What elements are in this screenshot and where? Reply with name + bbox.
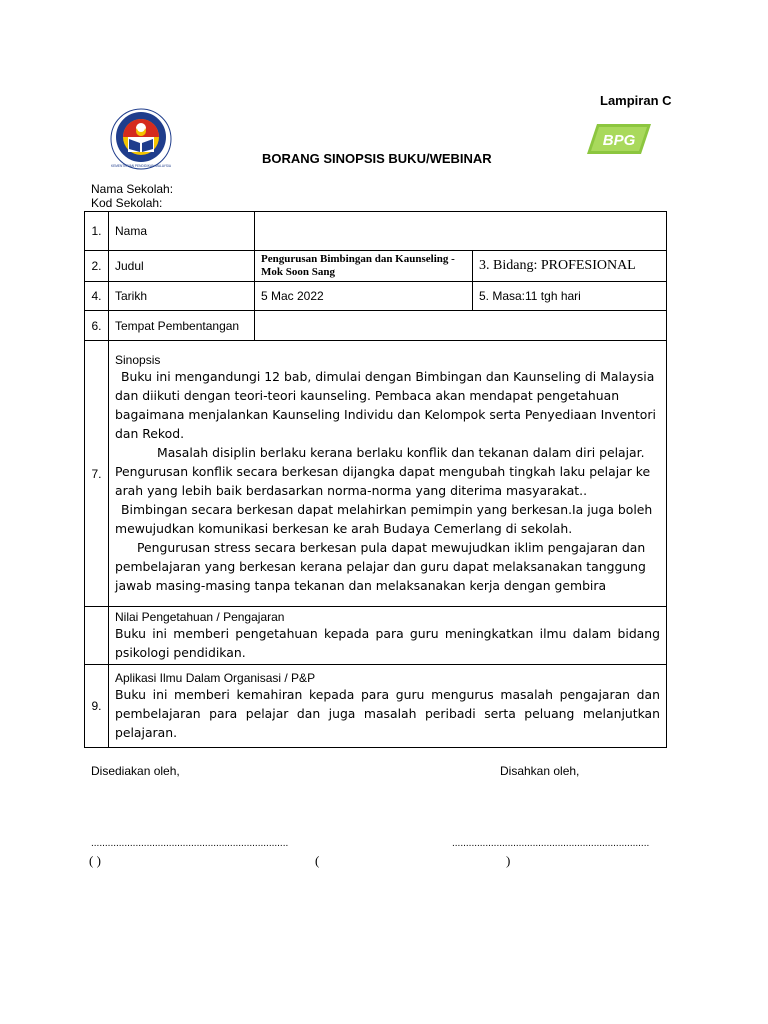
table-row-nama	[85, 212, 667, 251]
name-bracket-open: (	[315, 853, 320, 868]
kpm-logo	[110, 108, 172, 170]
aplikasi-text: Buku ini memberi kemahiran kepada para guru mengurus masalah pengajaran dan pembelajaran para pelajar dan juga masalah peribadi serta peluang melanjutkan pelajaran.	[115, 686, 660, 740]
judul-label: Judul	[109, 251, 255, 282]
synopsis-form-table	[84, 211, 667, 748]
sinopsis-cell	[109, 341, 667, 607]
disahkan-label: Disahkan oleh,	[500, 764, 580, 778]
judul-value: Pengurusan Bimbingan dan Kaunseling - Mok Soon Sang	[255, 251, 473, 282]
tempat-label: Tempat Pembentangan	[109, 311, 255, 341]
nilai-text: Buku ini memberi pengetahuan kepada para guru meningkatkan ilmu dalam bidang psikologi pendidikan.	[115, 625, 660, 660]
table-row-sinopsis	[85, 341, 667, 607]
sinopsis-label: Sinopsis	[115, 352, 161, 367]
table-row-nilai	[85, 607, 667, 665]
name-bracket-left: ( )	[89, 853, 101, 868]
form-title: BORANG SINOPSIS BUKU/WEBINAR	[262, 151, 492, 166]
table-row-judul	[85, 251, 667, 282]
disediakan-label: Disediakan oleh,	[91, 764, 180, 778]
nama-value-field[interactable]	[255, 212, 667, 251]
name-bracket-close: )	[506, 853, 511, 868]
signature-line-right: .......................................................................	[452, 838, 650, 849]
sinopsis-paragraph-4: Pengurusan stress secara berkesan pula dapat mewujudkan iklim pengajaran dan pembelajaran yang berkesan kerana pelajar dan guru dapat melaksanakan tanggung jawab masing-masing tanpa tekanan dan melaksanakan kerja dengan gembira	[115, 539, 646, 593]
nama-sekolah-label: Nama Sekolah:	[91, 182, 174, 196]
row-number: 2.	[85, 251, 109, 282]
nilai-label: Nilai Pengetahuan / Pengajaran	[115, 609, 285, 624]
sinopsis-paragraph-3: Bimbingan secara berkesan dapat melahirkan pemimpin yang berkesan.Ia juga boleh mewujudkan komunikasi berkesan ke arah Budaya Cemerlang di sekolah.	[115, 501, 653, 536]
sinopsis-paragraph-1: Buku ini mengandungi 12 bab, dimulai dengan Bimbingan dan Kaunseling di Malaysia dan diikuti dengan teori-teori kaunseling. Pembaca akan mendapat pengetahuan bagaimana menjalankan Kaunseling Individu dan Kelompok serta Penyediaan Inventori dan Rekod.	[115, 368, 656, 441]
row-number: 4.	[85, 282, 109, 311]
nama-label: Nama	[109, 212, 255, 251]
tempat-value-field[interactable]	[255, 311, 667, 341]
row-number	[85, 607, 109, 665]
bpg-logo-text: BPG	[602, 132, 636, 149]
table-row-tarikh	[85, 282, 667, 311]
table-row-tempat	[85, 311, 667, 341]
row-number: 6.	[85, 311, 109, 341]
kod-sekolah-label: Kod Sekolah:	[91, 196, 163, 210]
bidang-field: 3. Bidang: PROFESIONAL	[473, 251, 667, 282]
signature-line-left: .......................................................................	[91, 838, 289, 849]
row-number: 9.	[85, 665, 109, 748]
aplikasi-cell	[109, 665, 667, 748]
kpm-logo-text: KEMENTERIAN PENDIDIKAN MALAYSIA	[111, 164, 171, 168]
sinopsis-paragraph-2: Masalah disiplin berlaku kerana berlaku konflik dan tekanan dalam diri pelajar. Pengurusan konflik secara berkesan dijangka dapat mengubah tingkah laku pelajar ke arah yang lebih baik berdasarkan norma-norma yang diterima masyarakat..	[115, 444, 651, 498]
lampiran-label: Lampiran C	[600, 93, 672, 108]
masa-field: 5. Masa:11 tgh hari	[473, 282, 667, 311]
table-row-aplikasi	[85, 665, 667, 748]
nilai-cell	[109, 607, 667, 665]
aplikasi-label: Aplikasi Ilmu Dalam Organisasi / P&P	[115, 670, 316, 685]
row-number: 1.	[85, 212, 109, 251]
tarikh-value: 5 Mac 2022	[255, 282, 473, 311]
row-number: 7.	[85, 341, 109, 607]
bpg-logo	[585, 120, 653, 158]
tarikh-label: Tarikh	[109, 282, 255, 311]
